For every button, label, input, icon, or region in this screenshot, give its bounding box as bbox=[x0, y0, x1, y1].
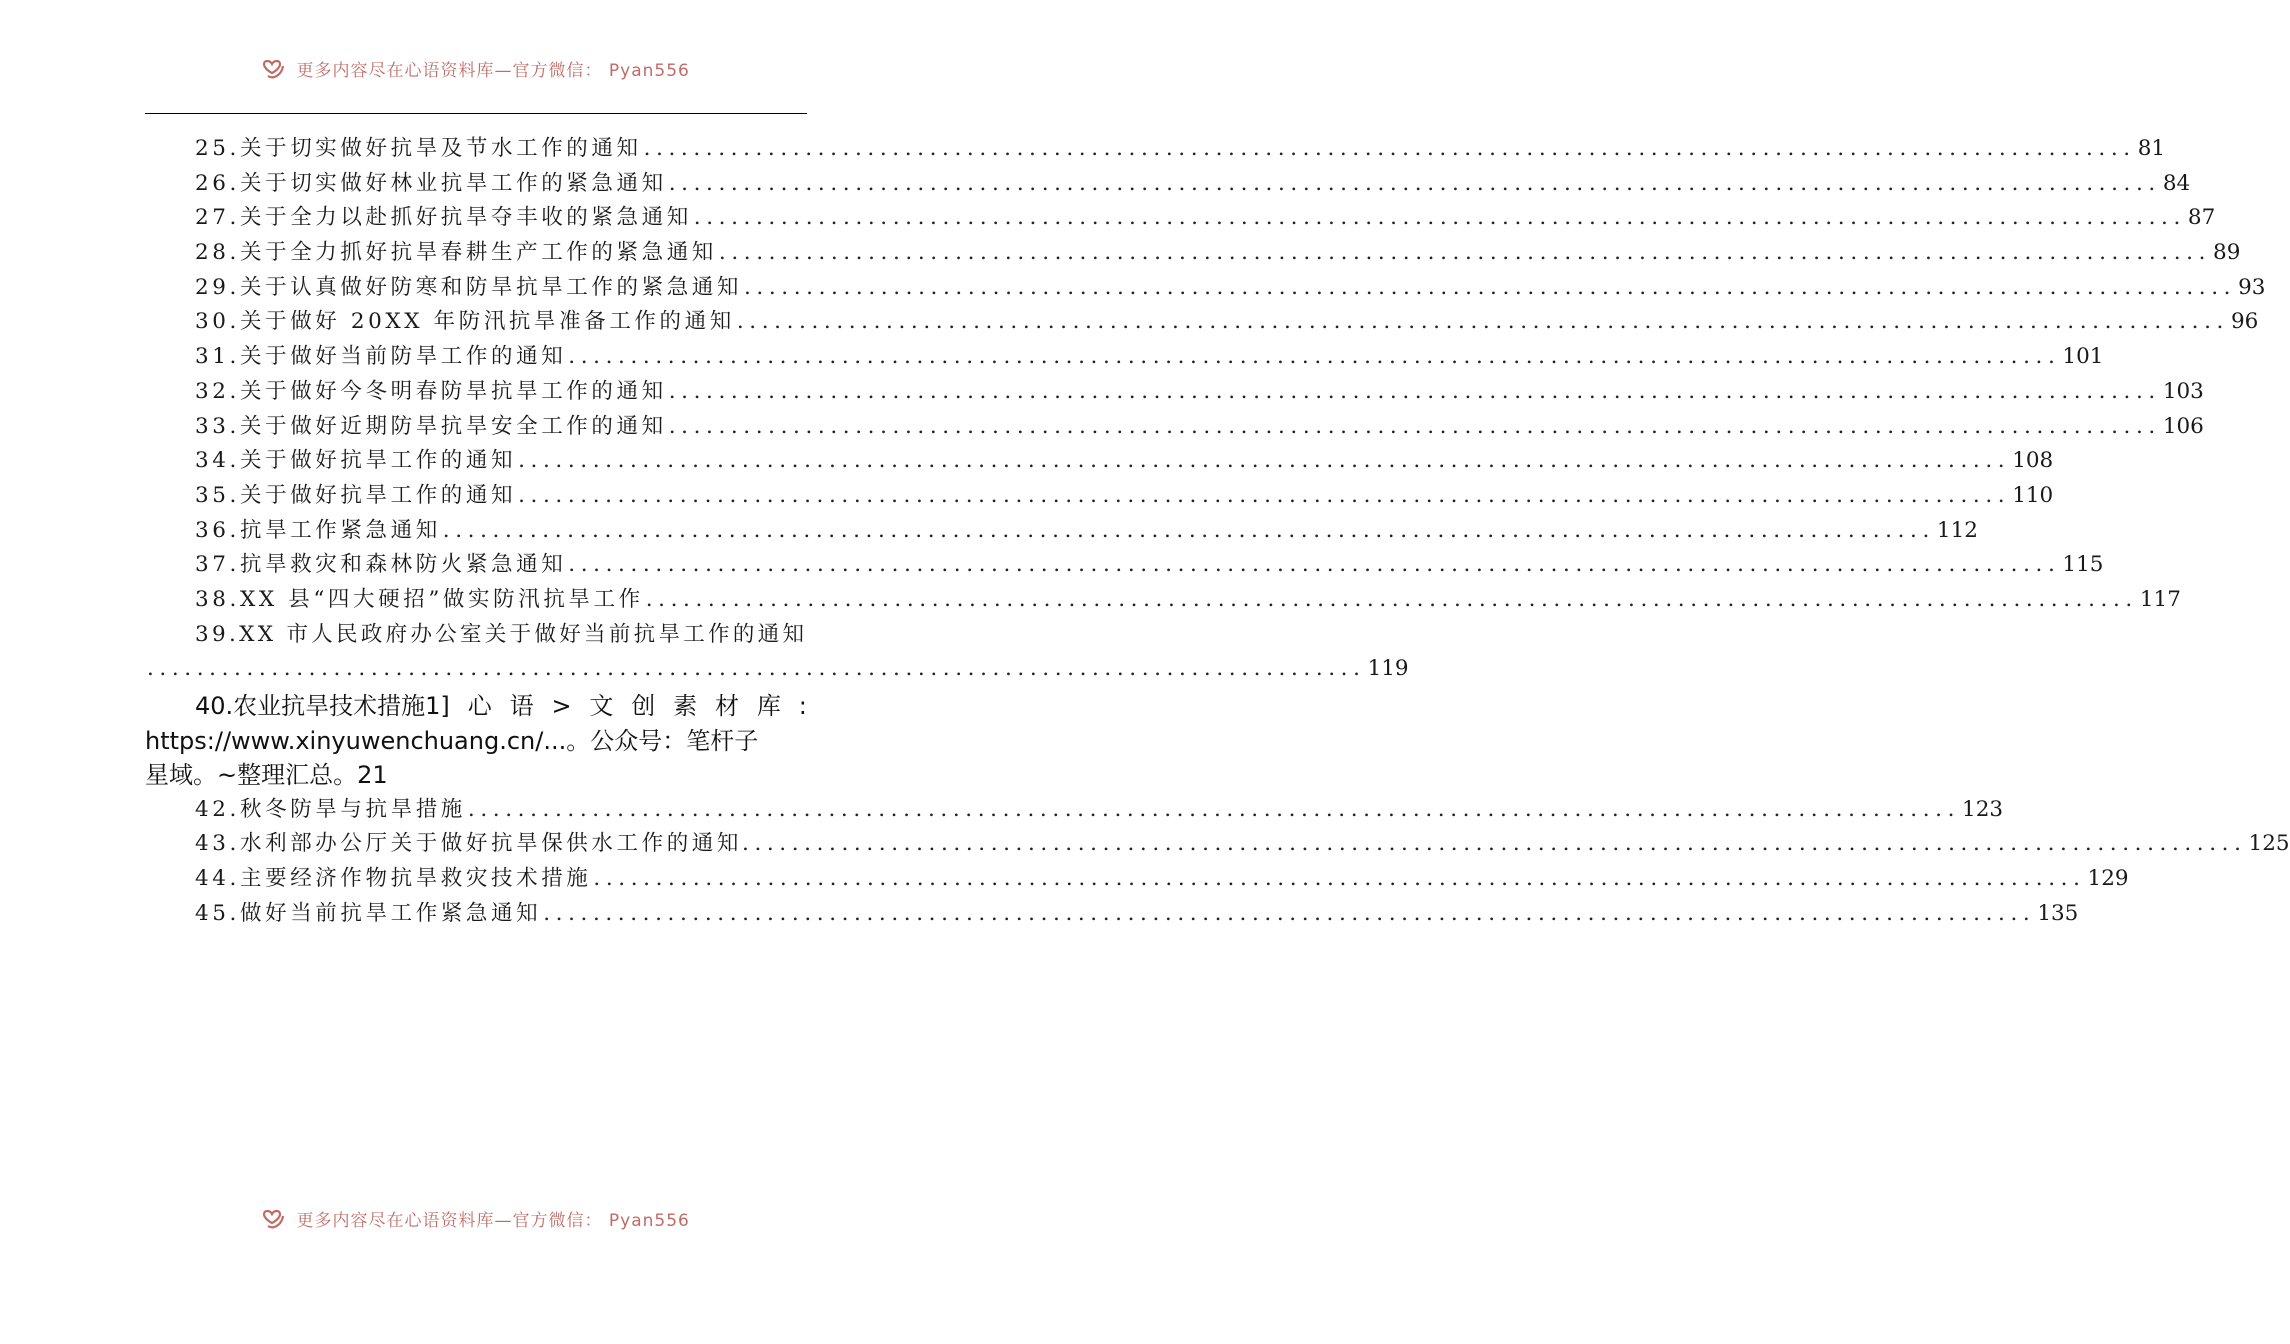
toc-entry-title: 30.关于做好 20XX 年防汛抗旱准备工作的通知 bbox=[195, 309, 735, 335]
toc-entry-page: 81 bbox=[2137, 136, 2166, 161]
toc-entry-title: 39.XX 市人民政府办公室关于做好当前抗旱工作的通知 bbox=[195, 621, 808, 647]
header-watermark-text: 更多内容尽在心语资料库—官方微信： Pyan556 bbox=[296, 61, 690, 81]
toc-entry[interactable] bbox=[145, 897, 2079, 932]
toc-entry[interactable] bbox=[145, 548, 2104, 583]
footer-watermark bbox=[0, 1208, 950, 1234]
toc-entry-title: 25.关于切实做好抗旱及节水工作的通知 bbox=[195, 136, 642, 161]
toc-leader-dots: ........................................................................................................................ bbox=[736, 309, 2229, 335]
toc-leader-dots: ........................................................................................................................ bbox=[467, 796, 1961, 822]
toc-entry[interactable] bbox=[145, 862, 2129, 897]
toc-leader-dots: ........................................................................................................................ bbox=[593, 865, 2086, 891]
toc-entry-title: 38.XX 县“四大硬招”做实防汛抗旱工作 bbox=[195, 586, 644, 612]
toc-entry-title: 31.关于做好当前防旱工作的通知 bbox=[195, 344, 567, 370]
toc-entry-title: 45.做好当前抗旱工作紧急通知 bbox=[195, 900, 542, 926]
toc-entry-title: 43.水利部办公厅关于做好抗旱保供水工作的通知. bbox=[195, 831, 753, 857]
toc-entry-title: 29.关于认真做好防寒和防旱抗旱工作的紧急通知 bbox=[195, 274, 742, 300]
toc-entry-title: 27.关于全力以赴抓好抗旱夺丰收的紧急通知 bbox=[195, 205, 692, 231]
toc-entry[interactable] bbox=[145, 793, 2004, 828]
toc-entry-page: 135 bbox=[2037, 900, 2079, 926]
toc-entry-page: 123 bbox=[1962, 796, 2004, 822]
header-divider bbox=[145, 113, 807, 114]
toc-entry-page: 93 bbox=[2238, 274, 2266, 300]
toc-entry-page: 106 bbox=[2162, 413, 2204, 439]
toc-entry-title: 26.关于切实做好林业抗旱工作的紧急通知 bbox=[195, 170, 667, 196]
toc-entry-title: 34.关于做好抗旱工作的通知 bbox=[195, 448, 517, 474]
toc-leader-dots: ........................................................................................................................ bbox=[668, 413, 2161, 439]
toc-entry-40[interactable] bbox=[145, 689, 807, 793]
toc-leader-dots: ........................................................................................................................ bbox=[754, 831, 2247, 857]
toc-entry-page: 87 bbox=[2187, 205, 2216, 231]
toc-entry[interactable] bbox=[145, 514, 1978, 549]
toc-leader-dots: ........................................................................................................................ bbox=[718, 240, 2212, 266]
toc-entry-page: 117 bbox=[2139, 586, 2181, 612]
heart-swirl-logo-icon bbox=[260, 1208, 286, 1235]
toc-entry-title: 33.关于做好近期防旱抗旱安全工作的通知 bbox=[195, 413, 667, 439]
toc-entry[interactable] bbox=[145, 236, 2241, 271]
toc-entry-title: 42.秋冬防旱与抗旱措施 bbox=[195, 796, 466, 822]
toc-entry-page: 96 bbox=[2230, 309, 2259, 335]
toc-entry[interactable] bbox=[145, 583, 2181, 618]
toc-entry-page: 125 bbox=[2248, 831, 2290, 857]
toc-leader-dots: ........................................................................................................................ bbox=[518, 448, 2011, 474]
toc-entry[interactable] bbox=[145, 167, 2191, 202]
toc-entry-title: 35.关于做好抗旱工作的通知 bbox=[195, 482, 517, 508]
toc-entry-39-continued[interactable] bbox=[145, 652, 1409, 687]
footer-watermark-text: 更多内容尽在心语资料库—官方微信： Pyan556 bbox=[296, 1211, 690, 1231]
toc-leader-dots: ........................................................................................................................ bbox=[668, 170, 2161, 196]
table-of-contents bbox=[145, 132, 2290, 931]
heart-swirl-logo-icon bbox=[260, 58, 286, 85]
toc-entry-title: 28.关于全力抓好抗旱春耕生产工作的紧急通知 bbox=[195, 240, 717, 266]
toc-entry[interactable] bbox=[145, 375, 2204, 410]
toc-leader-dots: ........................................................................................................................ bbox=[645, 586, 2138, 612]
toc-entry[interactable] bbox=[145, 410, 2204, 445]
toc-leader-dots: ........................................................................................................................ bbox=[518, 482, 2011, 508]
toc-entry[interactable] bbox=[145, 479, 2054, 514]
toc-entry-title: 44.主要经济作物抗旱救灾技术措施 bbox=[195, 865, 592, 891]
toc-entry-page: 89 bbox=[2213, 240, 2241, 266]
toc-entry[interactable] bbox=[145, 827, 2290, 862]
toc-entry-title: 36.抗旱工作紧急通知 bbox=[195, 517, 441, 543]
toc-leader-dots: ........................................................................................................................ bbox=[543, 900, 2036, 926]
toc-entry-40-line-1: 40.农业抗旱技术措施1] 心 语 > 文 创 素 材 库 : bbox=[195, 692, 807, 720]
toc-entry-title: 32.关于做好今冬明春防旱抗旱工作的通知 bbox=[195, 378, 667, 404]
toc-entry-page: 112 bbox=[1936, 517, 1978, 543]
toc-leader-dots: .................................................................................................. bbox=[147, 656, 1366, 682]
toc-entry-page: 108 bbox=[2012, 448, 2054, 474]
toc-entry[interactable] bbox=[145, 305, 2259, 340]
toc-entry-page: 129 bbox=[2087, 865, 2129, 891]
toc-entry-40-line-2: https://www.xinyuwenchuang.cn/...。公众号：笔杆子 bbox=[145, 726, 759, 755]
toc-entry[interactable] bbox=[145, 271, 2266, 306]
toc-leader-dots: ........................................................................................................................ bbox=[668, 378, 2161, 404]
toc-entry-page: 119 bbox=[1367, 656, 1409, 682]
toc-leader-dots: ........................................................................................................................ bbox=[744, 274, 2237, 300]
toc-entry-page: 110 bbox=[2012, 482, 2054, 508]
toc-entry[interactable] bbox=[145, 444, 2054, 479]
header-watermark bbox=[0, 58, 950, 84]
toc-entry[interactable] bbox=[145, 201, 2216, 236]
toc-entry-page: 84 bbox=[2162, 170, 2191, 196]
toc-entry[interactable] bbox=[145, 340, 2104, 375]
toc-entry[interactable] bbox=[145, 132, 2166, 167]
toc-entry-39[interactable] bbox=[145, 618, 807, 653]
toc-leader-dots: ........................................................................................................................ bbox=[643, 136, 2136, 161]
toc-leader-dots: ........................................................................................................................ bbox=[568, 344, 2061, 370]
toc-entry-page: 115 bbox=[2062, 552, 2104, 578]
toc-leader-dots: ........................................................................................................................ bbox=[693, 205, 2186, 231]
toc-entry-40-line-3: 星域。~整理汇总。21 bbox=[145, 761, 388, 789]
toc-entry-page: 103 bbox=[2162, 378, 2204, 404]
toc-entry-page: 101 bbox=[2062, 344, 2104, 370]
toc-entry-title: 37.抗旱救灾和森林防火紧急通知 bbox=[195, 552, 567, 578]
toc-leader-dots: ........................................................................................................................ bbox=[568, 552, 2061, 578]
toc-leader-dots: ........................................................................................................................ bbox=[442, 517, 1935, 543]
